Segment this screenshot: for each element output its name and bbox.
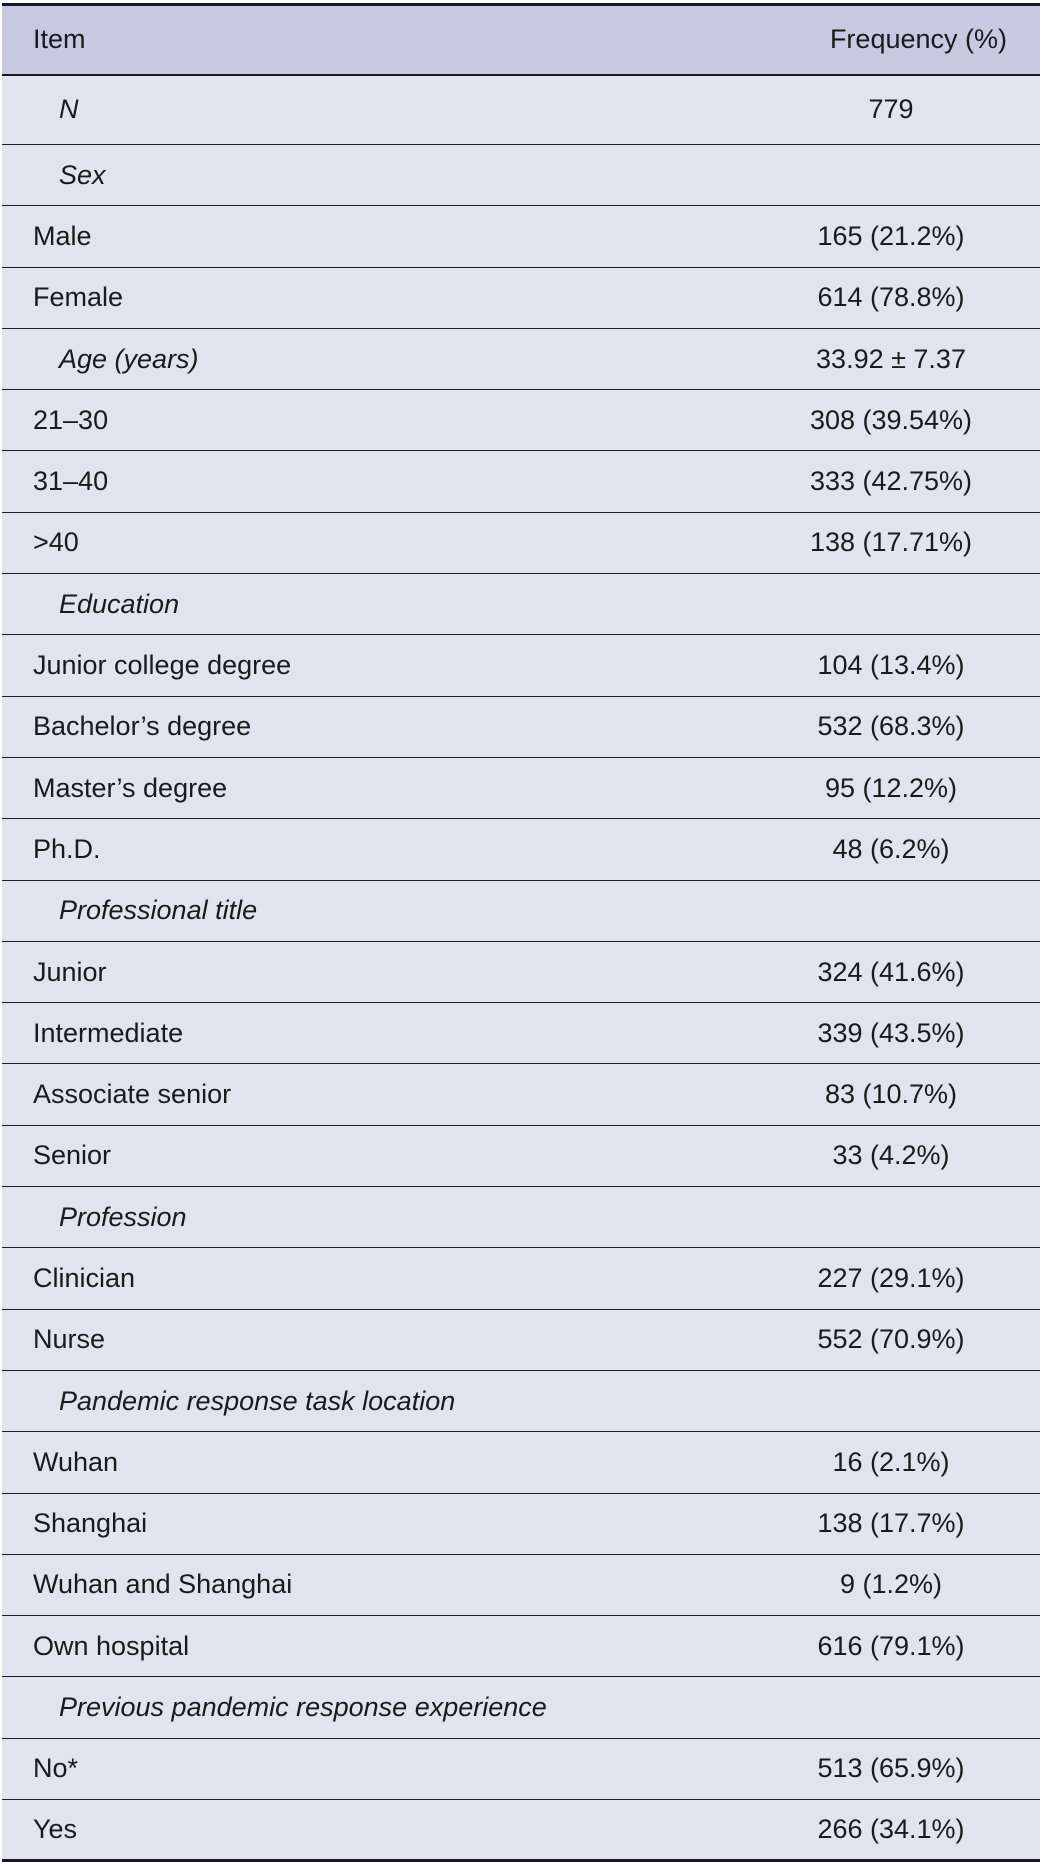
row-subheading: Age (years) (2, 328, 742, 389)
row-frequency: 48 (6.2%) (742, 819, 1040, 880)
row-label: Shanghai (2, 1493, 742, 1554)
row-label: Ph.D. (2, 819, 742, 880)
row-label: Senior (2, 1125, 742, 1186)
table-row (2, 1554, 1040, 1615)
table-row (2, 1677, 1040, 1738)
row-frequency: 532 (68.3%) (742, 696, 1040, 757)
row-frequency: 616 (79.1%) (742, 1616, 1040, 1677)
row-frequency: 227 (29.1%) (742, 1248, 1040, 1309)
row-label: 31–40 (2, 451, 742, 512)
table-row (2, 757, 1040, 818)
table-row (2, 390, 1040, 451)
demographics-table (2, 3, 1040, 1862)
row-frequency: 339 (43.5%) (742, 1003, 1040, 1064)
table-row (2, 696, 1040, 757)
row-label: Clinician (2, 1248, 742, 1309)
table-row (2, 206, 1040, 267)
row-subheading: Sex (2, 145, 742, 206)
row-frequency: 324 (41.6%) (742, 941, 1040, 1002)
row-label: Yes (2, 1800, 742, 1861)
table-row (2, 451, 1040, 512)
row-frequency: 513 (65.9%) (742, 1738, 1040, 1799)
table-row (2, 574, 1040, 635)
row-label: Junior (2, 941, 742, 1002)
row-frequency: 95 (12.2%) (742, 757, 1040, 818)
row-frequency: 308 (39.54%) (742, 390, 1040, 451)
table-row (2, 1064, 1040, 1125)
table-row (2, 880, 1040, 941)
row-frequency: 779 (742, 75, 1040, 145)
row-frequency: 104 (13.4%) (742, 635, 1040, 696)
table-row (2, 635, 1040, 696)
row-subheading: Education (2, 574, 742, 635)
table-row (2, 1616, 1040, 1677)
table-row (2, 1493, 1040, 1554)
row-frequency (742, 880, 1040, 941)
row-subheading: Pandemic response task location (2, 1370, 742, 1431)
table-row (2, 1738, 1040, 1799)
row-subheading: Profession (2, 1187, 742, 1248)
row-frequency: 9 (1.2%) (742, 1554, 1040, 1615)
header-item: Item (2, 5, 742, 75)
row-frequency: 16 (2.1%) (742, 1432, 1040, 1493)
table-row (2, 267, 1040, 328)
row-label: No* (2, 1738, 742, 1799)
table-row (2, 1248, 1040, 1309)
row-label: Male (2, 206, 742, 267)
table-row (2, 1125, 1040, 1186)
table-row (2, 1800, 1040, 1861)
row-frequency: 614 (78.8%) (742, 267, 1040, 328)
table-row (2, 1187, 1040, 1248)
row-frequency: 266 (34.1%) (742, 1800, 1040, 1861)
row-label: 21–30 (2, 390, 742, 451)
row-label: Own hospital (2, 1616, 742, 1677)
row-label: Female (2, 267, 742, 328)
row-label: Wuhan (2, 1432, 742, 1493)
row-frequency: 33 (4.2%) (742, 1125, 1040, 1186)
row-frequency: 552 (70.9%) (742, 1309, 1040, 1370)
row-frequency (742, 1677, 1040, 1738)
row-label: Master’s degree (2, 757, 742, 818)
row-subheading: Professional title (2, 880, 742, 941)
row-frequency (742, 1370, 1040, 1431)
row-label: Wuhan and Shanghai (2, 1554, 742, 1615)
table-row (2, 1370, 1040, 1431)
row-frequency: 333 (42.75%) (742, 451, 1040, 512)
row-frequency: 33.92 ± 7.37 (742, 328, 1040, 389)
row-subheading: Previous pandemic response experience (2, 1677, 742, 1738)
row-label: Junior college degree (2, 635, 742, 696)
row-label: Intermediate (2, 1003, 742, 1064)
header-row (2, 5, 1040, 75)
table-row (2, 1003, 1040, 1064)
row-label: Nurse (2, 1309, 742, 1370)
row-frequency (742, 574, 1040, 635)
row-label: Bachelor’s degree (2, 696, 742, 757)
row-label: >40 (2, 512, 742, 573)
table-row (2, 145, 1040, 206)
table-row (2, 1432, 1040, 1493)
table-row (2, 328, 1040, 389)
row-frequency: 138 (17.71%) (742, 512, 1040, 573)
table-row (2, 941, 1040, 1002)
table-header (2, 5, 1040, 75)
row-frequency (742, 1187, 1040, 1248)
table-row (2, 512, 1040, 573)
table-row (2, 75, 1040, 145)
row-frequency: 165 (21.2%) (742, 206, 1040, 267)
table-row (2, 1309, 1040, 1370)
row-frequency (742, 145, 1040, 206)
row-frequency: 83 (10.7%) (742, 1064, 1040, 1125)
demographics-table-container (2, 3, 1040, 1862)
table-body (2, 75, 1040, 1861)
table-row (2, 819, 1040, 880)
row-label: Associate senior (2, 1064, 742, 1125)
row-subheading: N (2, 75, 742, 145)
header-frequency: Frequency (%) (742, 5, 1040, 75)
row-frequency: 138 (17.7%) (742, 1493, 1040, 1554)
